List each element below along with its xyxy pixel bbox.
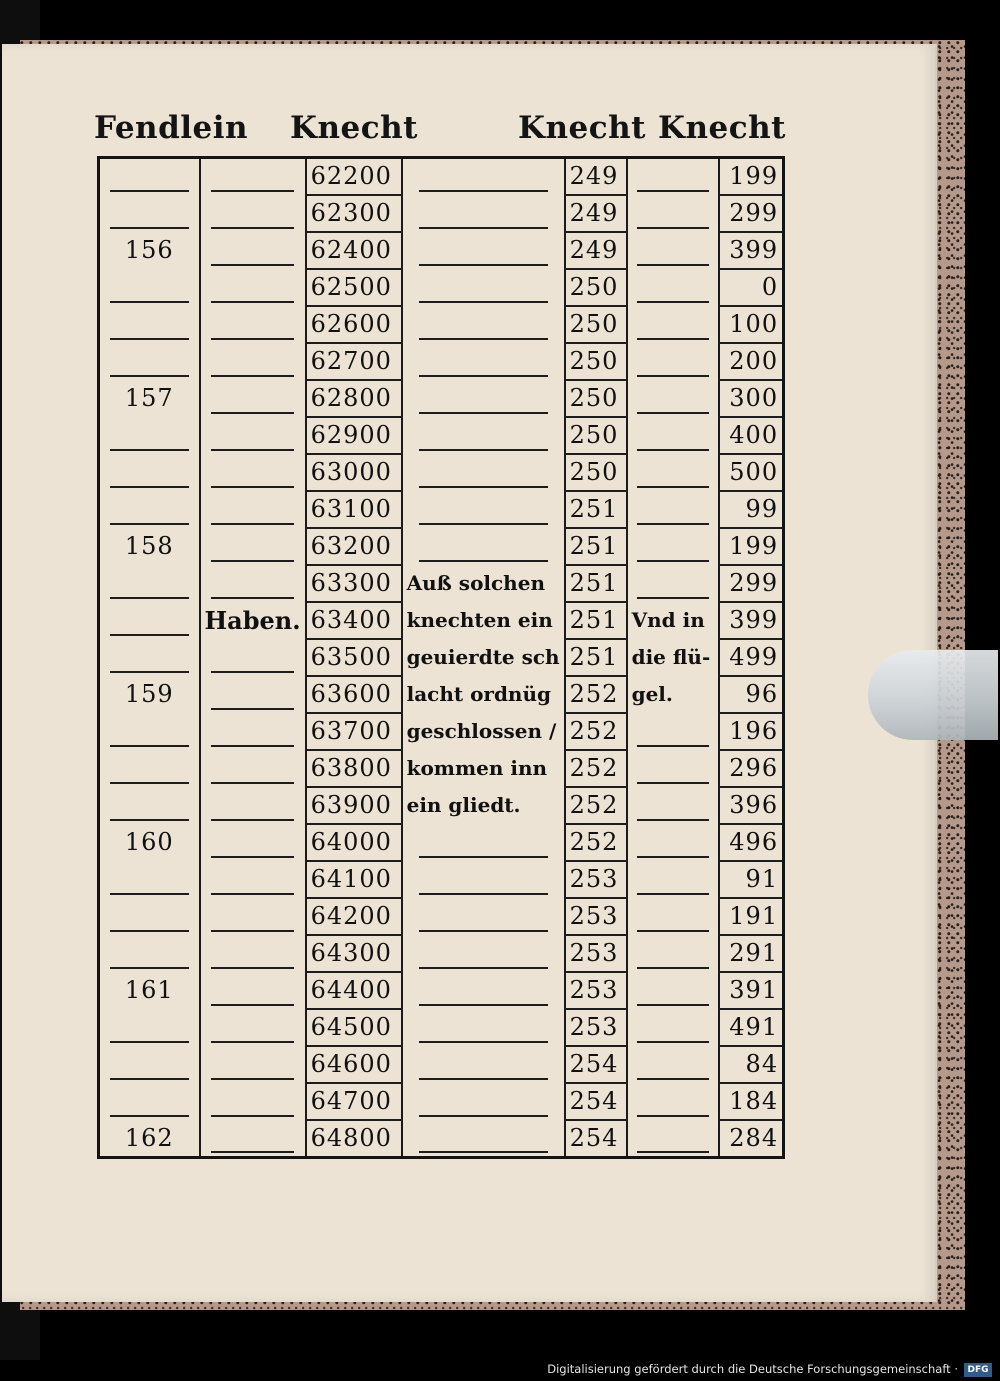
knecht-rank-cell: 252 [565,824,627,861]
knecht-total-cell: 62300 [306,195,402,232]
knecht-rank-cell: 250 [565,269,627,306]
fendlein-cell [99,1046,200,1083]
knecht-rank-cell: 251 [565,602,627,639]
knecht-total-cell: 64100 [306,861,402,898]
fendlein-cell [99,454,200,491]
note-cell [402,306,565,343]
haben-cell [200,491,306,528]
knecht-remainder-cell: 399 [719,602,784,639]
bookmark-clip [868,650,998,740]
knecht-remainder-cell: 299 [719,195,784,232]
fendlein-cell [99,713,200,750]
dfg-logo-icon: DFG [964,1363,992,1377]
knecht-total-cell: 63400 [306,602,402,639]
knecht-rank-cell: 250 [565,380,627,417]
table-row [99,343,784,380]
knecht-rank-cell: 249 [565,195,627,232]
footer-credit: Digitalisierung gefördert durch die Deutsche Forschungsgemeinschaft · [547,1362,958,1376]
wing-note-cell [627,1120,719,1158]
note-cell [402,898,565,935]
note-cell: knechten ein [402,602,565,639]
note-cell [402,454,565,491]
table-row [99,935,784,972]
knecht-rank-cell: 254 [565,1046,627,1083]
wing-note-cell [627,380,719,417]
knecht-rank-cell: 250 [565,417,627,454]
haben-cell [200,417,306,454]
knecht-total-cell: 63600 [306,676,402,713]
fendlein-cell [99,787,200,824]
knecht-rank-cell: 254 [565,1120,627,1158]
note-cell [402,861,565,898]
note-cell [402,1009,565,1046]
knecht-total-cell: 64200 [306,898,402,935]
wing-note-cell [627,343,719,380]
wing-note-cell: Vnd in [627,602,719,639]
knecht-total-cell: 64300 [306,935,402,972]
knecht-table [97,156,785,1159]
fendlein-cell: 161 [99,972,200,1009]
knecht-remainder-cell: 91 [719,861,784,898]
knecht-rank-cell: 250 [565,454,627,491]
knecht-total-cell: 62900 [306,417,402,454]
knecht-rank-cell: 249 [565,158,627,196]
wing-note-cell [627,750,719,787]
knecht-rank-cell: 251 [565,491,627,528]
knecht-total-cell: 63200 [306,528,402,565]
knecht-rank-cell: 251 [565,639,627,676]
knecht-rank-cell: 253 [565,1009,627,1046]
haben-cell [200,1120,306,1158]
wing-note-cell [627,269,719,306]
knecht-remainder-cell: 184 [719,1083,784,1120]
knecht-total-cell: 63100 [306,491,402,528]
wing-note-cell [627,306,719,343]
fendlein-cell [99,158,200,196]
haben-cell [200,454,306,491]
knecht-total-cell: 63700 [306,713,402,750]
knecht-remainder-cell: 84 [719,1046,784,1083]
note-cell [402,1083,565,1120]
knecht-remainder-cell: 99 [719,491,784,528]
wing-note-cell [627,158,719,196]
haben-cell [200,269,306,306]
fendlein-cell [99,306,200,343]
table-row [99,898,784,935]
fendlein-cell [99,417,200,454]
header-knecht-2: Knecht [518,110,646,146]
table-row [99,713,784,750]
note-cell [402,935,565,972]
knecht-total-cell: 63500 [306,639,402,676]
wing-note-cell [627,195,719,232]
haben-cell [200,158,306,196]
knecht-remainder-cell: 199 [719,528,784,565]
knecht-remainder-cell: 296 [719,750,784,787]
note-cell [402,380,565,417]
knecht-rank-cell: 251 [565,528,627,565]
wing-note-cell [627,713,719,750]
note-cell [402,158,565,196]
fendlein-cell [99,269,200,306]
wing-note-cell [627,528,719,565]
knecht-remainder-cell: 196 [719,713,784,750]
fendlein-cell: 158 [99,528,200,565]
haben-cell [200,713,306,750]
note-cell: kommen inn [402,750,565,787]
fendlein-cell [99,935,200,972]
haben-cell [200,1083,306,1120]
fendlein-cell [99,1009,200,1046]
wing-note-cell [627,861,719,898]
knecht-remainder-cell: 96 [719,676,784,713]
haben-cell [200,528,306,565]
knecht-rank-cell: 251 [565,565,627,602]
knecht-total-cell: 62200 [306,158,402,196]
wing-note-cell [627,1009,719,1046]
note-cell [402,1046,565,1083]
table-row [99,1009,784,1046]
knecht-remainder-cell: 400 [719,417,784,454]
knecht-rank-cell: 253 [565,898,627,935]
table-row [99,602,784,639]
wing-note-cell [627,232,719,269]
haben-cell [200,676,306,713]
note-cell [402,269,565,306]
header-fendlein: Fendlein [94,110,249,146]
table-row [99,1083,784,1120]
knecht-total-cell: 62400 [306,232,402,269]
wing-note-cell [627,787,719,824]
knecht-rank-cell: 254 [565,1083,627,1120]
fendlein-cell [99,898,200,935]
fendlein-cell [99,195,200,232]
haben-cell [200,750,306,787]
table-row [99,676,784,713]
knecht-total-cell: 62600 [306,306,402,343]
knecht-remainder-cell: 291 [719,935,784,972]
knecht-total-cell: 62700 [306,343,402,380]
knecht-remainder-cell: 496 [719,824,784,861]
knecht-rank-cell: 252 [565,713,627,750]
knecht-remainder-cell: 391 [719,972,784,1009]
wing-note-cell [627,491,719,528]
knecht-total-cell: 64500 [306,1009,402,1046]
haben-cell [200,232,306,269]
knecht-total-cell: 62500 [306,269,402,306]
note-cell [402,195,565,232]
haben-cell [200,306,306,343]
knecht-rank-cell: 253 [565,972,627,1009]
table-row [99,565,784,602]
haben-cell: Haben. [200,602,306,639]
fendlein-cell [99,861,200,898]
table-row [99,1046,784,1083]
fendlein-cell: 159 [99,676,200,713]
wing-note-cell [627,1046,719,1083]
table-row [99,232,784,269]
table-row [99,861,784,898]
fendlein-cell: 160 [99,824,200,861]
note-cell: lacht ordnüg [402,676,565,713]
wing-note-cell [627,565,719,602]
haben-cell [200,565,306,602]
table-row [99,972,784,1009]
haben-cell [200,380,306,417]
note-cell: geschlossen / [402,713,565,750]
table-row [99,787,784,824]
fendlein-cell [99,565,200,602]
haben-cell [200,861,306,898]
knecht-remainder-cell: 396 [719,787,784,824]
wing-note-cell [627,417,719,454]
knecht-total-cell: 64000 [306,824,402,861]
knecht-remainder-cell: 100 [719,306,784,343]
knecht-total-cell: 64800 [306,1120,402,1158]
haben-cell [200,787,306,824]
knecht-total-cell: 63900 [306,787,402,824]
knecht-remainder-cell: 284 [719,1120,784,1158]
haben-cell [200,195,306,232]
wing-note-cell [627,1083,719,1120]
note-cell [402,491,565,528]
haben-cell [200,1046,306,1083]
wing-note-cell [627,824,719,861]
knecht-rank-cell: 252 [565,676,627,713]
knecht-rank-cell: 249 [565,232,627,269]
table-row [99,750,784,787]
fendlein-cell [99,639,200,676]
knecht-rank-cell: 253 [565,861,627,898]
haben-cell [200,343,306,380]
knecht-rank-cell: 252 [565,787,627,824]
note-cell: geuierdte sch [402,639,565,676]
note-cell [402,824,565,861]
table-row [99,639,784,676]
knecht-remainder-cell: 499 [719,639,784,676]
knecht-total-cell: 64700 [306,1083,402,1120]
table-row [99,380,784,417]
note-cell [402,417,565,454]
haben-cell [200,639,306,676]
note-cell [402,343,565,380]
table-header [90,98,786,158]
fendlein-cell [99,1083,200,1120]
table-row [99,824,784,861]
knecht-rank-cell: 252 [565,750,627,787]
knecht-remainder-cell: 199 [719,158,784,196]
wing-note-cell [627,935,719,972]
haben-cell [200,824,306,861]
note-cell [402,232,565,269]
knecht-rank-cell: 250 [565,306,627,343]
wing-note-cell [627,898,719,935]
knecht-total-cell: 63800 [306,750,402,787]
haben-cell [200,972,306,1009]
wing-note-cell: gel. [627,676,719,713]
fendlein-cell [99,602,200,639]
note-cell [402,528,565,565]
knecht-total-cell: 63000 [306,454,402,491]
table-row [99,158,784,196]
haben-cell [200,935,306,972]
footer-bar [0,1360,1000,1381]
fendlein-cell [99,750,200,787]
knecht-remainder-cell: 299 [719,565,784,602]
table-row [99,195,784,232]
knecht-remainder-cell: 200 [719,343,784,380]
knecht-remainder-cell: 0 [719,269,784,306]
table-row [99,1120,784,1158]
knecht-total-cell: 63300 [306,565,402,602]
table-row [99,454,784,491]
knecht-remainder-cell: 500 [719,454,784,491]
wing-note-cell [627,972,719,1009]
note-cell [402,1120,565,1158]
wing-note-cell: die flü- [627,639,719,676]
fendlein-cell: 156 [99,232,200,269]
haben-cell [200,898,306,935]
knecht-remainder-cell: 491 [719,1009,784,1046]
note-cell [402,972,565,1009]
knecht-total-cell: 62800 [306,380,402,417]
fendlein-cell [99,491,200,528]
table-row [99,269,784,306]
wing-note-cell [627,454,719,491]
knecht-remainder-cell: 300 [719,380,784,417]
table-row [99,306,784,343]
table-row [99,528,784,565]
knecht-remainder-cell: 399 [719,232,784,269]
knecht-rank-cell: 253 [565,935,627,972]
note-cell: ein gliedt. [402,787,565,824]
knecht-total-cell: 64600 [306,1046,402,1083]
knecht-total-cell: 64400 [306,972,402,1009]
table-row [99,491,784,528]
fendlein-cell: 162 [99,1120,200,1158]
knecht-remainder-cell: 191 [719,898,784,935]
note-cell: Auß solchen [402,565,565,602]
table-row [99,417,784,454]
haben-cell [200,1009,306,1046]
header-knecht-3: Knecht [658,110,786,146]
header-knecht-1: Knecht [290,110,418,146]
fendlein-cell [99,343,200,380]
fendlein-cell: 157 [99,380,200,417]
knecht-rank-cell: 250 [565,343,627,380]
